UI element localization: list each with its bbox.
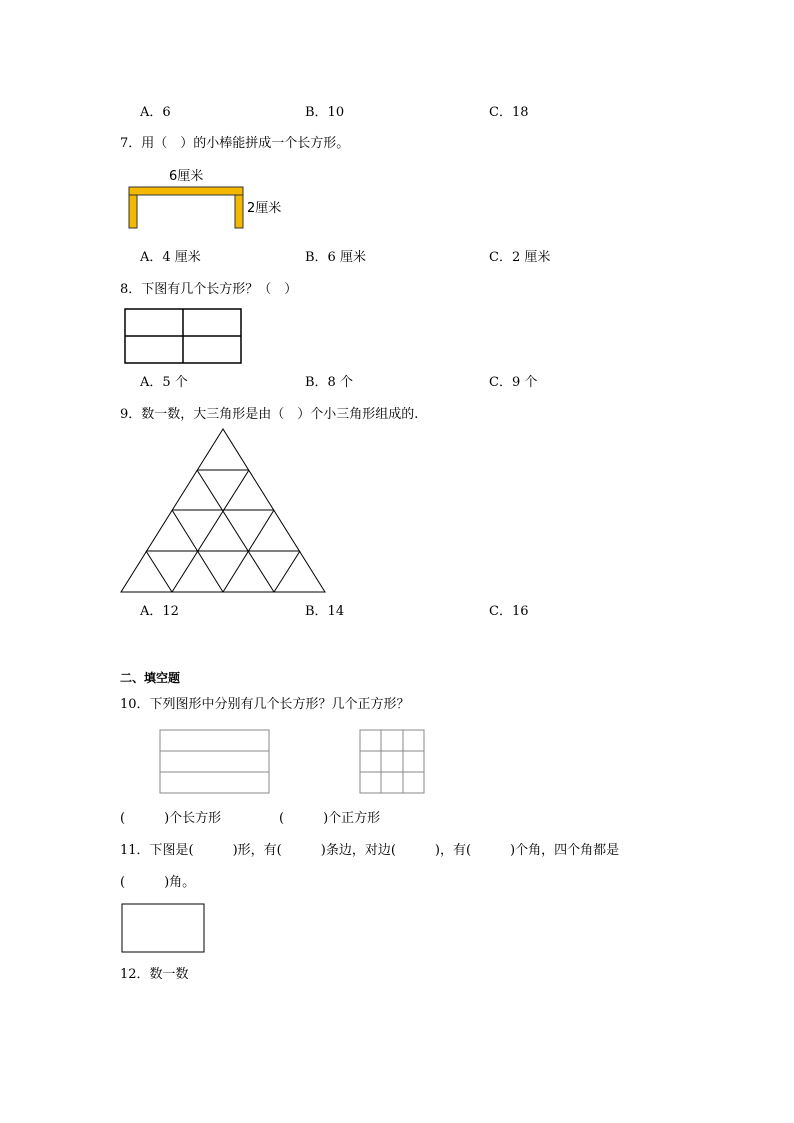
q11-line1: 11．下图是( )形，有( )条边，对边( )，有( )个角，四个角都是: [120, 843, 620, 858]
q7-text: 7．用（ ）的小棒能拼成一个长方形。: [120, 136, 350, 151]
q7-option-b[interactable]: B．6 厘米: [305, 250, 366, 265]
q7-option-c[interactable]: C．2 厘米: [489, 250, 551, 265]
q7-option-a[interactable]: A．4 厘米: [140, 250, 201, 265]
q10-text: 10．下列图形中分别有几个长方形？几个正方形？: [120, 697, 410, 712]
q10-answer-rectangles[interactable]: ( )个长方形: [120, 811, 222, 826]
q8-text: 8．下图有几个长方形？（ ）: [120, 282, 298, 297]
q6-option-c[interactable]: C．18: [489, 105, 529, 120]
section-title: 二、填空题: [120, 671, 181, 685]
q10-answer-squares[interactable]: ( )个正方形: [279, 811, 381, 826]
top-stick: [129, 187, 243, 195]
q9-option-a[interactable]: A．12: [140, 604, 179, 619]
q6-option-a[interactable]: A．6: [140, 105, 171, 120]
q9-option-b[interactable]: B．14: [305, 604, 345, 619]
q11-rectangle: [121, 903, 207, 955]
left-stick: [129, 195, 137, 228]
q10-square-grid: [359, 729, 427, 795]
q8-option-a[interactable]: A．5 个: [140, 375, 188, 390]
q6-option-b[interactable]: B．10: [305, 105, 345, 120]
q10-stacked-rectangles: [159, 729, 271, 795]
q8-rectangle-grid: [124, 308, 244, 366]
q7-side-label: 2厘米: [247, 201, 282, 216]
right-stick: [235, 195, 243, 228]
q7-top-label: 6厘米: [169, 169, 204, 184]
q12-text: 12．数一数: [120, 967, 189, 982]
q9-text: 9．数一数，大三角形是由（ ）个小三角形组成的.: [120, 407, 419, 422]
q8-option-c[interactable]: C．9 个: [489, 375, 538, 390]
stick-frame-figure: [120, 165, 380, 235]
q9-option-c[interactable]: C．16: [489, 604, 529, 619]
q11-line2: ( )角。: [120, 875, 196, 890]
q8-option-b[interactable]: B．8 个: [305, 375, 353, 390]
q9-triangle-figure: [120, 428, 330, 598]
